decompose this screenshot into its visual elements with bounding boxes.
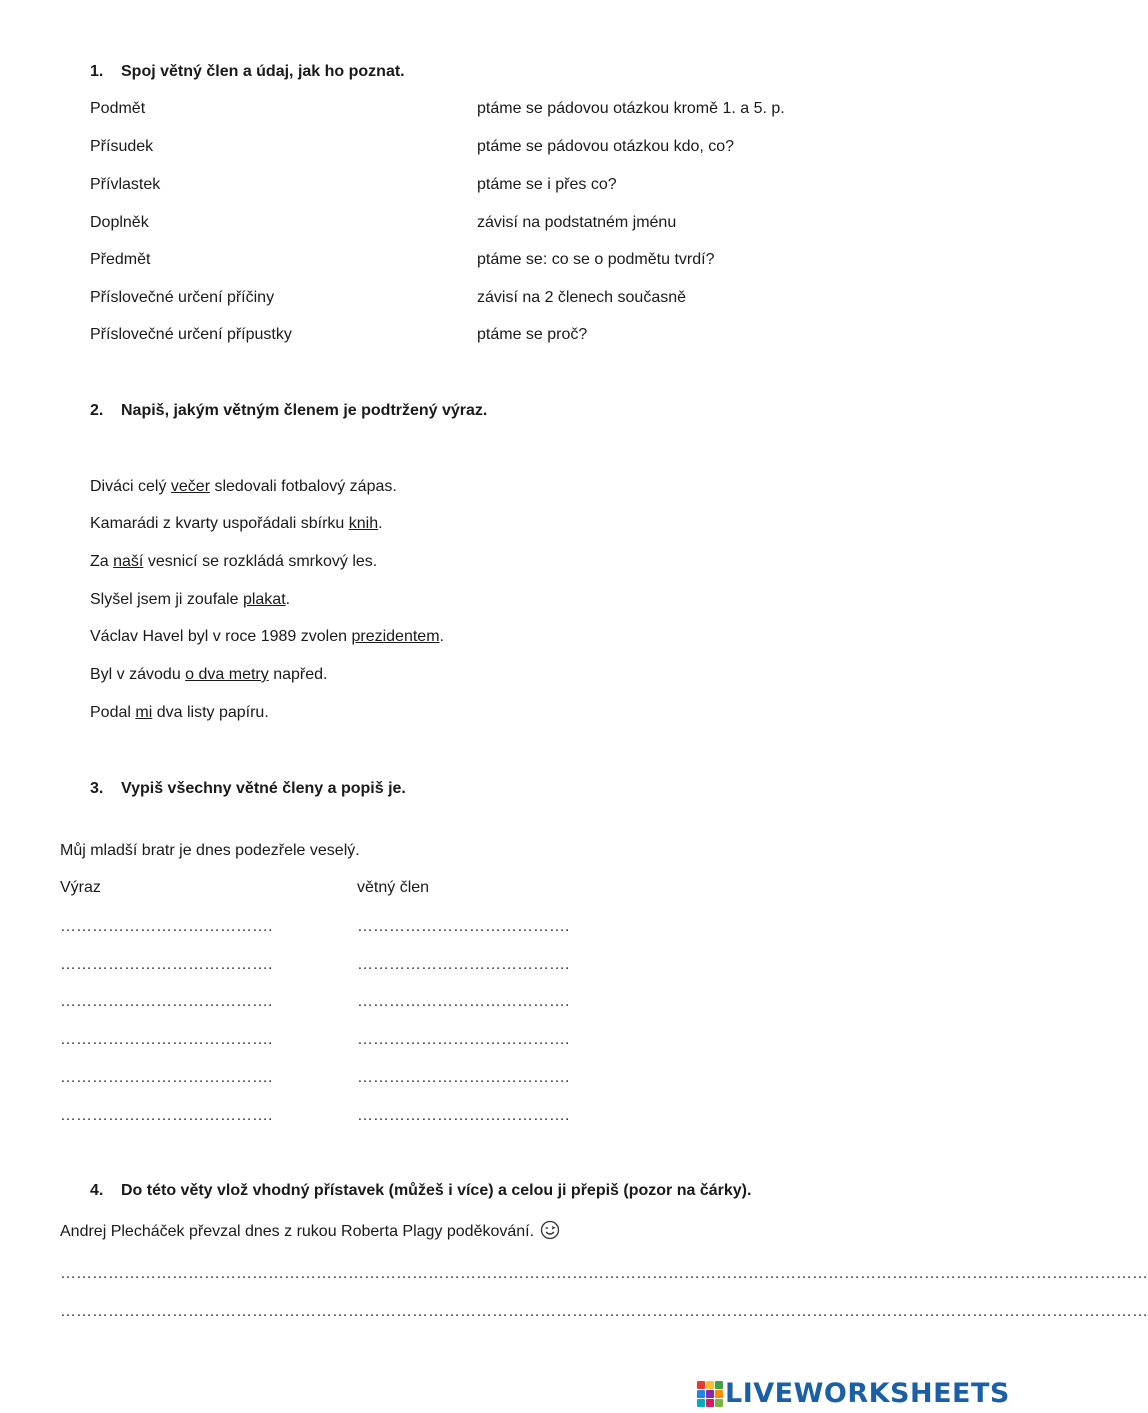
task3-heading: 3. Vypiš všechny větné členy a popiš je.	[90, 780, 406, 797]
underlined-phrase: knih	[348, 515, 379, 532]
phrase-answer-field[interactable]: ………………………………….	[60, 918, 273, 935]
phrase-answer-field[interactable]: ………………………………….	[60, 1107, 273, 1124]
task2-sentence: Václav Havel byl v roce 1989 zvolen prezidentem.	[90, 628, 444, 645]
logo-tile	[697, 1381, 705, 1389]
task2-sentence: Podal mi dva listy papíru.	[90, 704, 269, 721]
rewrite-answer-line-1[interactable]: ……………………………………………………………………………………………………………………………………………………………………………………	[60, 1265, 1148, 1282]
task1-term[interactable]: Přívlastek	[90, 176, 161, 193]
logo-tile	[706, 1399, 714, 1407]
task1-clue[interactable]: závisí na 2 členech současně	[477, 289, 687, 306]
underlined-phrase: plakat	[242, 591, 286, 608]
brand-name: LIVEWORKSHEETS	[725, 1378, 1010, 1409]
logo-tile	[715, 1381, 723, 1389]
column-header-member: větný člen	[357, 879, 430, 896]
member-answer-field[interactable]: ………………………………….	[357, 993, 570, 1010]
logo-tile	[715, 1390, 723, 1398]
member-answer-field[interactable]: ………………………………….	[357, 1031, 570, 1048]
task4-sentence: Andrej Plecháček převzal dnes z rukou Roberta Plagy poděkování.	[60, 1220, 560, 1246]
task1-clue[interactable]: ptáme se: co se o podmětu tvrdí?	[477, 251, 715, 268]
underlined-phrase: večer	[170, 478, 211, 495]
task1-term[interactable]: Předmět	[90, 251, 151, 268]
wink-smiley-icon	[540, 1220, 560, 1246]
task2-heading: 2. Napiš, jakým větným členem je podtržený výraz.	[90, 402, 488, 419]
logo-tile	[715, 1399, 723, 1407]
underlined-phrase: o dva metry	[185, 666, 269, 683]
member-answer-field[interactable]: ………………………………….	[357, 1107, 570, 1124]
underlined-phrase: prezidentem	[351, 628, 440, 645]
rewrite-answer-line-2[interactable]: ……………………………………………………………………………………………………………………………………………………………………………………	[60, 1303, 1148, 1320]
logo-tile	[706, 1381, 714, 1389]
member-answer-field[interactable]: ………………………………….	[357, 956, 570, 973]
task1-heading: 1. Spoj větný člen a údaj, jak ho poznat.	[90, 63, 405, 80]
task2-sentence: Diváci celý večer sledovali fotbalový zápas.	[90, 478, 397, 495]
column-header-phrase: Výraz	[60, 879, 101, 896]
phrase-answer-field[interactable]: ………………………………….	[60, 993, 273, 1010]
task1-term[interactable]: Podmět	[90, 100, 146, 117]
phrase-answer-field[interactable]: ………………………………….	[60, 1031, 273, 1048]
phrase-answer-field[interactable]: ………………………………….	[60, 956, 273, 973]
task1-clue[interactable]: ptáme se proč?	[477, 326, 588, 343]
underlined-phrase: naší	[113, 553, 144, 570]
logo-tile	[706, 1390, 714, 1398]
task1-clue[interactable]: ptáme se pádovou otázkou kromě 1. a 5. p.	[477, 100, 785, 117]
task1-term[interactable]: Doplněk	[90, 214, 149, 231]
task2-sentence: Slyšel jsem ji zoufale plakat.	[90, 591, 291, 608]
member-answer-field[interactable]: ………………………………….	[357, 918, 570, 935]
task2-sentence: Kamarádi z kvarty uspořádali sbírku knih.	[90, 515, 383, 532]
liveworksheets-logo	[697, 1380, 1010, 1408]
task1-term[interactable]: Přísudek	[90, 138, 154, 155]
logo-tile	[697, 1399, 705, 1407]
task1-clue[interactable]: závisí na podstatném jménu	[477, 214, 677, 231]
member-answer-field[interactable]: ………………………………….	[357, 1069, 570, 1086]
task4-heading: 4. Do této věty vlož vhodný přístavek (můžeš i více) a celou ji přepiš (pozor na čárky).	[90, 1182, 752, 1199]
logo-tile	[697, 1390, 705, 1398]
underlined-phrase: mi	[135, 704, 153, 721]
phrase-answer-field[interactable]: ………………………………….	[60, 1069, 273, 1086]
task2-sentence: Byl v závodu o dva metry napřed.	[90, 666, 328, 683]
task1-clue[interactable]: ptáme se i přes co?	[477, 176, 617, 193]
task1-term[interactable]: Příslovečné určení přípustky	[90, 326, 292, 343]
task2-sentence: Za naší vesnicí se rozkládá smrkový les.	[90, 553, 378, 570]
task1-term[interactable]: Příslovečné určení příčiny	[90, 289, 275, 306]
logo-mosaic-icon	[697, 1381, 723, 1407]
task3-sentence: Můj mladší bratr je dnes podezřele veselý.	[60, 842, 360, 859]
task1-clue[interactable]: ptáme se pádovou otázkou kdo, co?	[477, 138, 735, 155]
